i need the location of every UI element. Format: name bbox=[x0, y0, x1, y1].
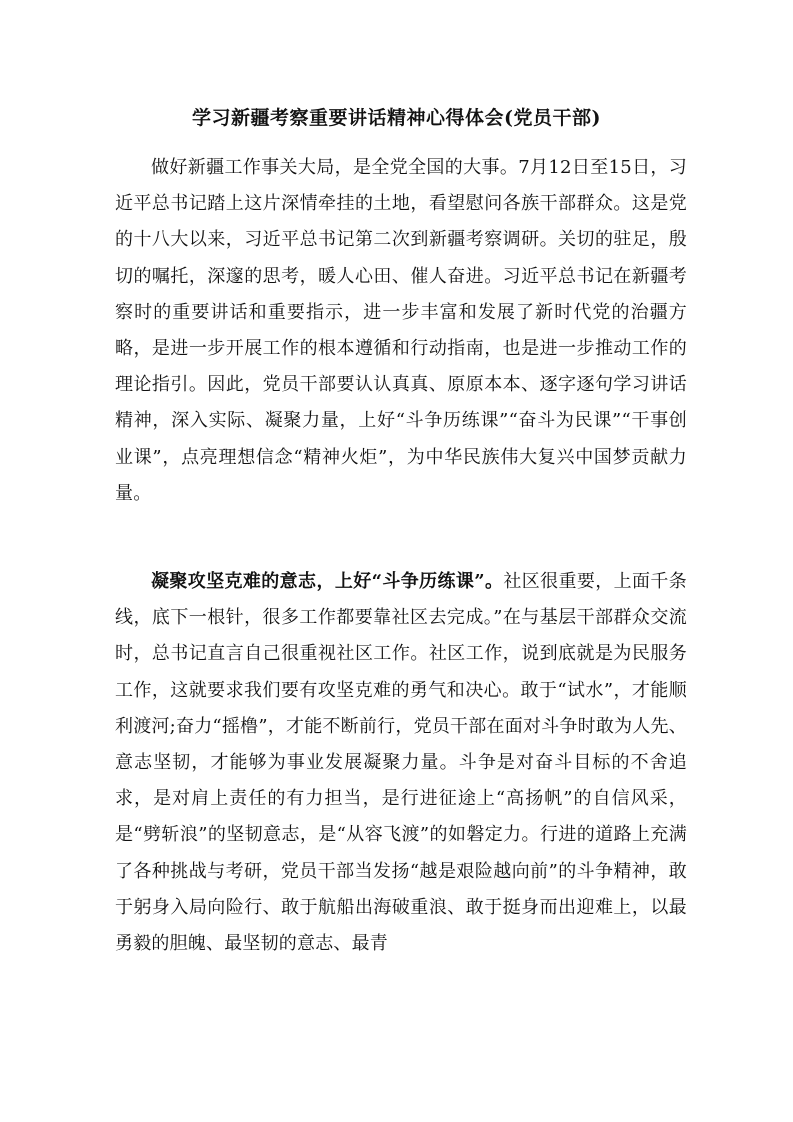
paragraph-intro bbox=[115, 150, 687, 512]
paragraph-struggle-heading: 凝聚攻坚克难的意志，上好“斗争历练课”。 bbox=[151, 571, 504, 592]
document-title: 学习新疆考察重要讲话精神心得体会(党员干部) bbox=[192, 107, 601, 129]
paragraph-struggle-text: 社区很重要，上面千条线，底下一根针，很多工作都要靠社区去完成。”在与基层干部群众交流时，总书记直言自己很重视社区工作。社区工作，说到底就是为民服务工作，这就要求我们要有攻坚克难的勇气和决心。敢于“试水”，才能顺利渡河;奋力“摇橹”，才能不断前行，党员干部在面对斗争时敢为人先、意志坚韧，才能够为事业发展凝聚力量。斗争是对奋斗目标的不舍追求，是对肩上责任的有力担当，是行进征途上“高扬帆”的自信风采，是“劈斩浪”的坚韧意志，是“从容飞渡”的如磐定力。行进的道路上充满了各种挑战与考研，党员干部当发扬“越是艰险越向前”的斗争精神，敢于躬身入局向险行、敢于航船出海破重浪、敢于挺身而出迎难上，以最勇毅的胆魄、最坚韧的意志、最青 bbox=[115, 571, 687, 955]
paragraph-intro-text: 做好新疆工作事关大局，是全党全国的大事。7月12日至15日，习近平总书记踏上这片深情牵挂的土地，看望慰问各族干部群众。这是党的十八大以来，习近平总书记第二次到新疆考察调研。关切的驻足，殷切的嘱托，深邃的思考，暖人心田、催人奋进。习近平总书记在新疆考察时的重要讲话和重要指示，进一步丰富和发展了新时代党的治疆方略，是进一步开展工作的根本遵循和行动指南，也是进一步推动工作的理论指引。因此，党员干部要认认真真、原原本本、逐字逐句学习讲话精神，深入实际、凝聚力量，上好“斗争历练课”“奋斗为民课”“干事创业课”，点亮理想信念“精神火炬”，为中华民族伟大复兴中国梦贡献力量。 bbox=[115, 157, 687, 504]
paragraph-struggle bbox=[115, 564, 687, 962]
